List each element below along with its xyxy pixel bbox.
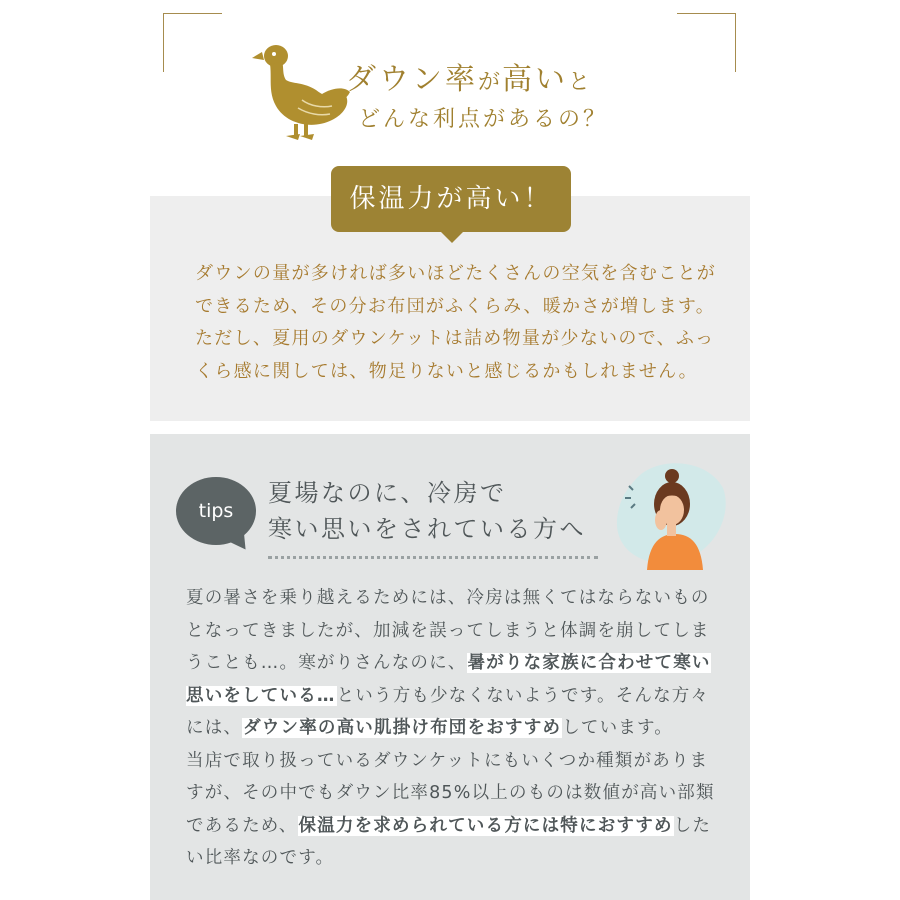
tips-text-c: という方も少なくないようです。そんな方々には、 <box>186 685 710 738</box>
headline-ga: が <box>478 70 503 95</box>
benefit-badge: 保温力が高い！ <box>331 166 571 232</box>
corner-frame-right <box>677 13 736 72</box>
tips-title <box>268 475 586 547</box>
tips-title-line2: 寒い思いをされている方へ <box>268 515 586 543</box>
tips-title-line1: 夏場なのに、冷房で <box>268 479 507 507</box>
tips-text-e: しています。 <box>562 718 673 738</box>
benefit-text: ダウンの量が多ければ多いほどたくさんの空気を含むことができるため、その分お布団がふくらみ、暖かさが増します。ただし、夏用のダウンケットは詰め物量が少ないので、ふっくら感に関しては、物足りないと感じるかもしれません。 <box>195 263 717 382</box>
headline-to: と <box>568 70 593 95</box>
tips-text <box>186 582 726 875</box>
corner-frame-left <box>163 13 222 72</box>
tips-divider <box>268 556 598 559</box>
tips-text-h: したい比率なのです。 <box>186 815 712 868</box>
tips-highlight-2: ダウン率の高い肌掛け布団をおすすめ <box>243 718 562 738</box>
cold-woman-illustration <box>607 458 727 570</box>
tips-badge: tips <box>176 477 256 545</box>
headline-line1 <box>346 54 592 98</box>
headline-down-rate: ダウン率 <box>346 62 478 97</box>
tips-text-a: 夏の暑さを乗り越えるためには、冷房は無くてはならないものとなってきましたが、加減を誤ってしまうと体調を崩してしまうことも…。寒がりさんなのに、 <box>186 588 710 673</box>
tips-highlight-3: 保温力を求められている方には特におすすめ <box>298 815 673 836</box>
duck-icon <box>252 40 352 144</box>
benefit-badge-tail <box>440 231 464 243</box>
headline-high: 高い <box>502 62 569 97</box>
tips-text-f: 当店で取り扱っているダウンケットにもいくつか種類がありますが、その中でもダウン比率85%以上のものは数値が高い部類であるため、 <box>186 750 715 836</box>
tips-highlight-1: 暑がりな家族に合わせて寒い思いをしている… <box>186 653 711 706</box>
headline-line2: どんな利点があるの？ <box>358 107 609 132</box>
